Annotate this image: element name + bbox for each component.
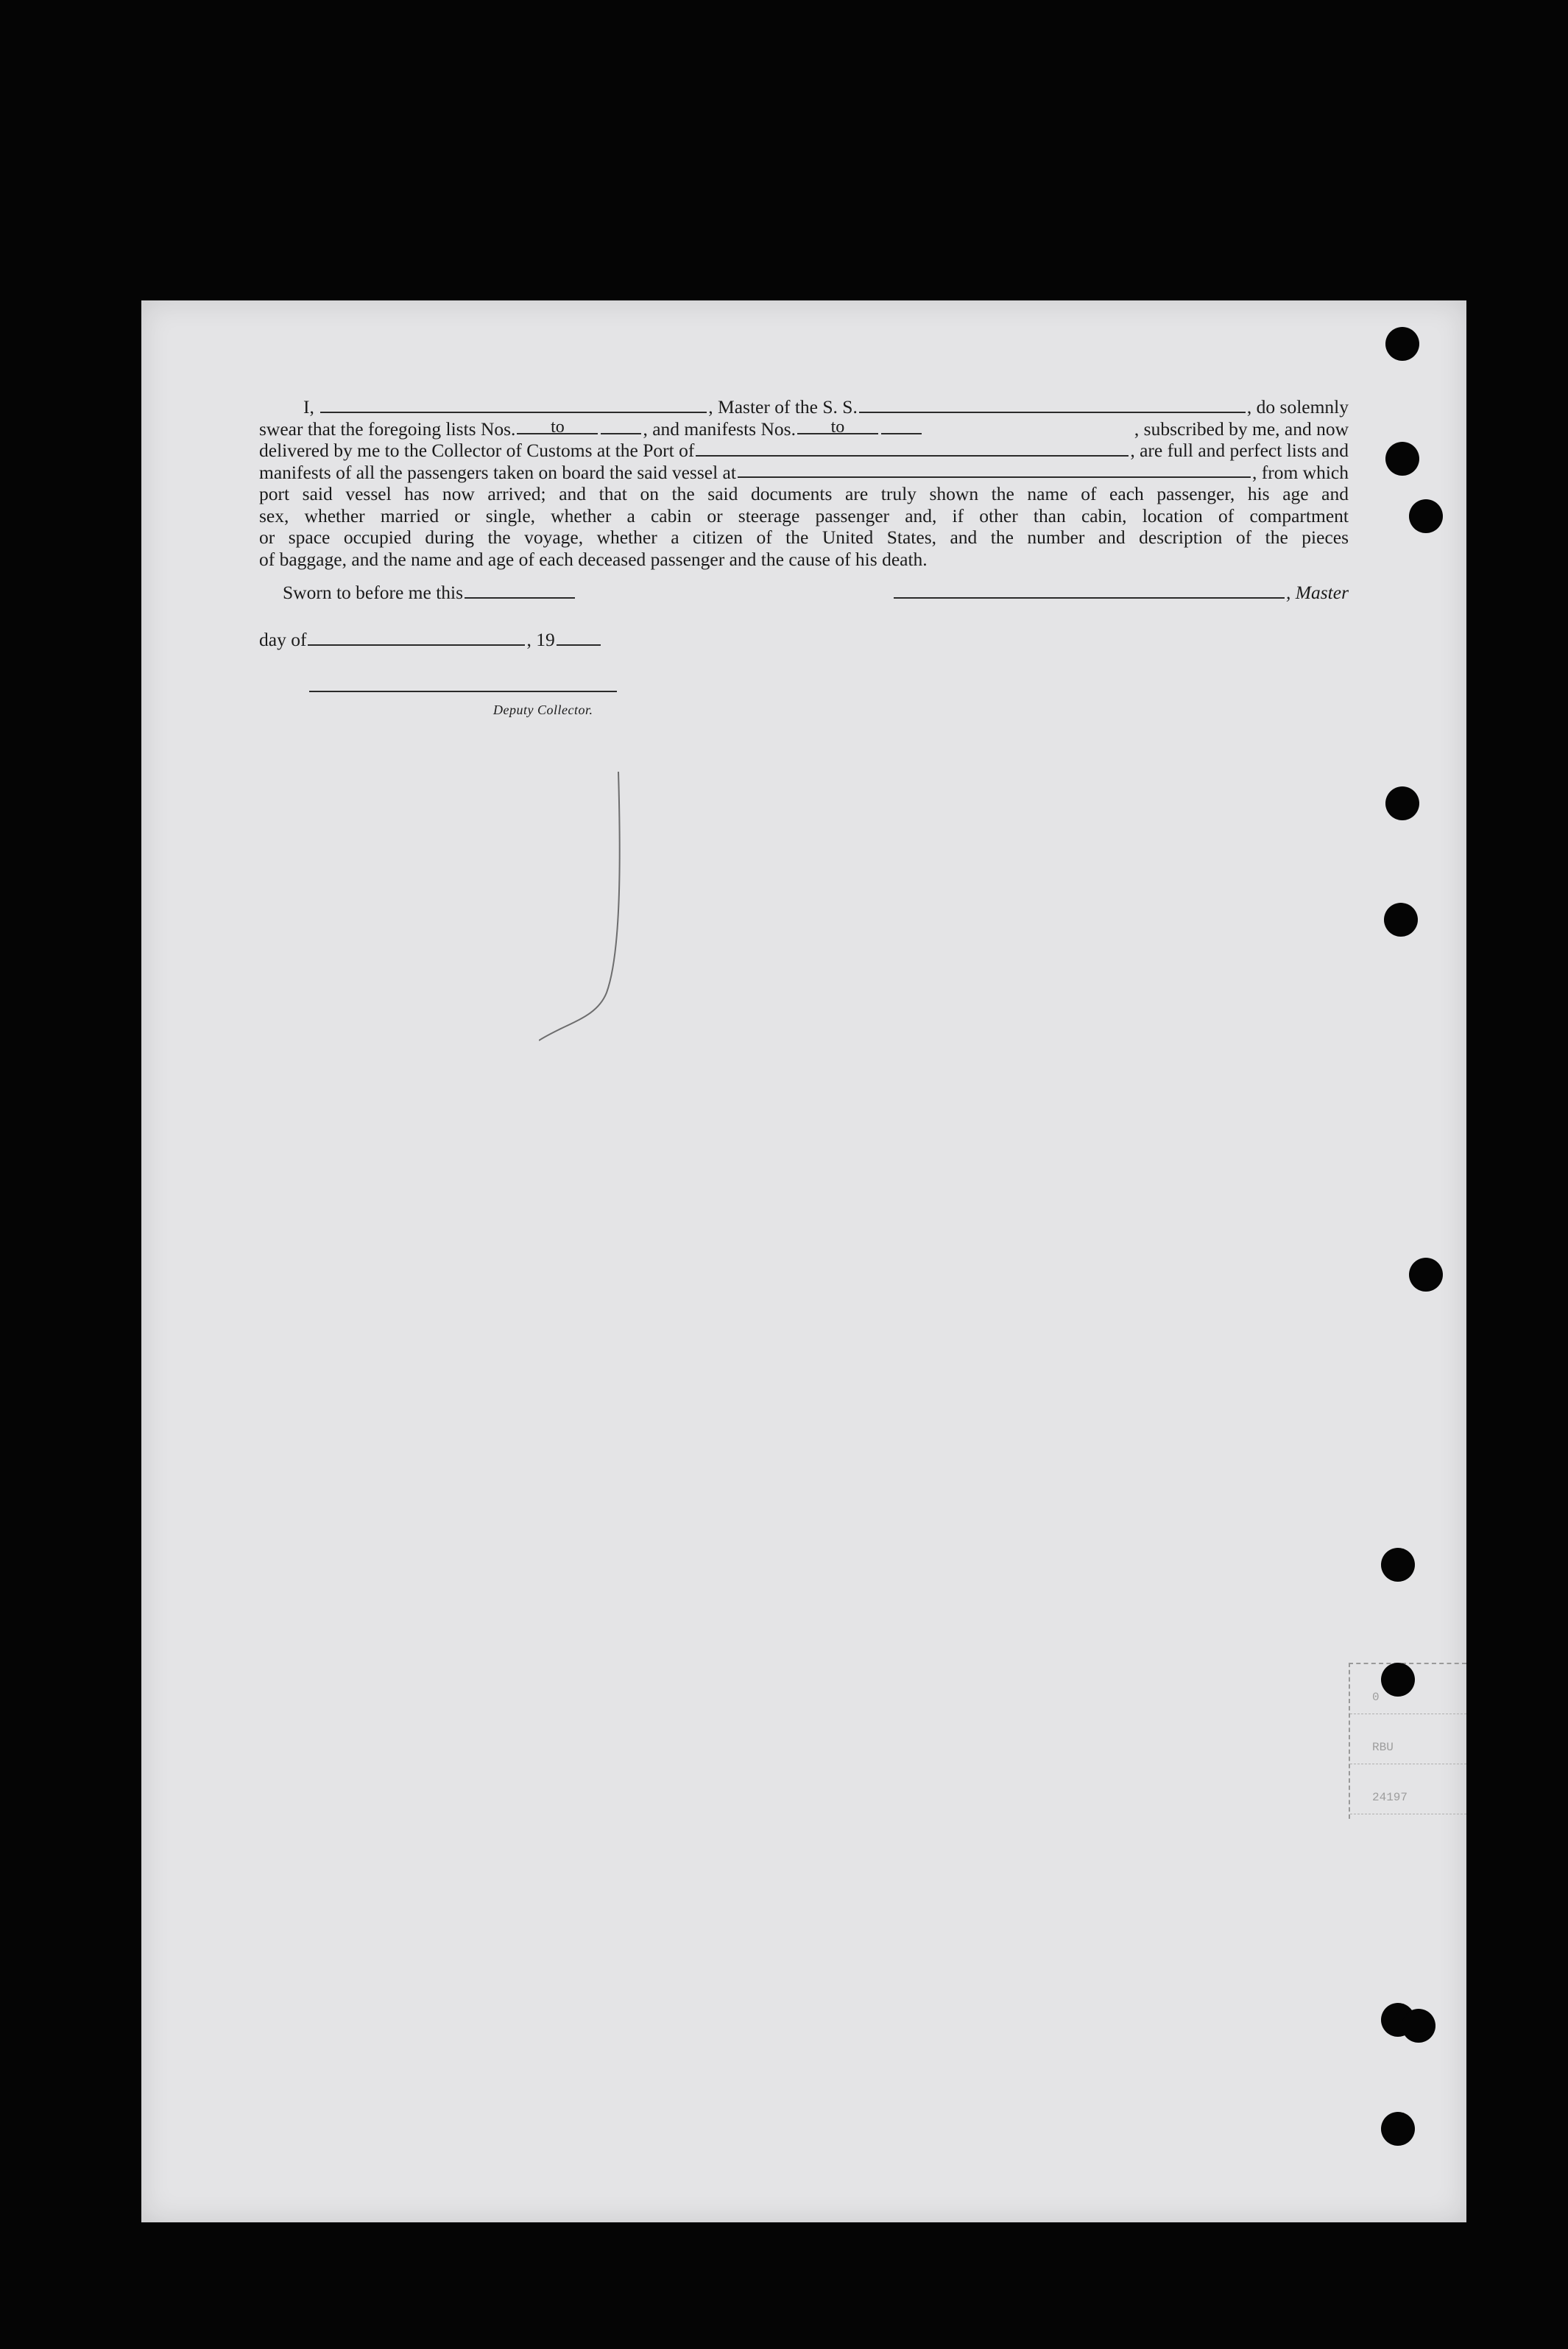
oath-text: delivered by me to the Collector of Customs at the Port of — [259, 440, 695, 461]
oath-text: manifests of all the passengers taken on board the said vessel at — [259, 461, 736, 483]
oath-line-4 — [259, 462, 1349, 484]
oath-line-1 — [259, 396, 1349, 418]
oath-line-2 — [259, 418, 1349, 440]
binder-hole — [1385, 786, 1419, 820]
to-label: to — [551, 417, 565, 437]
stamp-text: 0 — [1350, 1664, 1466, 1714]
binder-hole — [1402, 2009, 1435, 2043]
oath-text: , and manifests Nos. — [643, 418, 796, 440]
to-label: to — [830, 417, 845, 437]
lists-nos-blank[interactable] — [517, 417, 598, 437]
binder-hole — [1381, 1548, 1415, 1582]
sworn-label: Sworn to before me this — [283, 582, 464, 603]
binder-hole — [1385, 327, 1419, 361]
oath-line-6: sex, whether married or single, whether a cabin or steerage passenger and, if other than cabin, location of compartment — [259, 504, 1349, 526]
binder-hole — [1385, 442, 1419, 476]
master-signature-line — [892, 582, 1349, 604]
day-of-label: day of — [259, 629, 307, 650]
boarding-port-blank[interactable] — [738, 476, 1251, 478]
pencil-mark — [539, 772, 627, 1302]
oath-line-5: port said vessel has now arrived; and that on the said documents are truly shown the name of each passenger, his age and — [259, 483, 1349, 504]
master-name-blank[interactable] — [320, 412, 707, 413]
binder-hole — [1409, 1258, 1443, 1292]
oath-text: I, — [303, 396, 319, 418]
year-label: , 19 — [526, 629, 555, 650]
oath-text: swear that the foregoing lists Nos. — [259, 418, 516, 440]
lists-nos-to-blank[interactable] — [601, 433, 641, 434]
oath-line-3 — [259, 440, 1349, 462]
oath-text: , are full and perfect lists and — [1130, 440, 1349, 461]
day-of-line — [259, 629, 602, 651]
manifest-page-back — [141, 300, 1466, 2222]
deputy-collector-caption: Deputy Collector. — [493, 702, 593, 717]
port-blank[interactable] — [696, 455, 1129, 457]
oath-text: , do solemnly — [1246, 396, 1349, 418]
manifests-nos-to-blank[interactable] — [881, 433, 922, 434]
master-label: , Master — [1286, 582, 1349, 603]
sworn-line — [283, 582, 576, 604]
master-signature-blank[interactable] — [894, 597, 1285, 599]
binder-hole — [1409, 499, 1443, 533]
oath-text: , Master of the S. S. — [708, 396, 858, 418]
oath-line-8: of baggage, and the name and age of each deceased passenger and the cause of his death. — [259, 548, 928, 570]
oath-text: , subscribed by me, and now — [1134, 418, 1349, 440]
manifests-nos-blank[interactable] — [797, 417, 878, 437]
deputy-collector-signature-blank[interactable] — [309, 691, 617, 692]
ship-name-blank[interactable] — [859, 412, 1246, 413]
master-oath-paragraph — [259, 396, 1349, 570]
year-blank[interactable] — [557, 644, 601, 646]
binder-hole — [1384, 903, 1418, 937]
binder-hole — [1381, 2112, 1415, 2146]
sworn-date-blank[interactable] — [465, 597, 575, 599]
month-blank[interactable] — [308, 644, 525, 646]
oath-text: , from which — [1251, 461, 1349, 483]
stamp-text: 24197 — [1350, 1764, 1466, 1814]
oath-line-7: or space occupied during the voyage, whether a citizen of the United States, and the number and description of the pieces — [259, 526, 1349, 548]
binder-hole — [1381, 1663, 1415, 1697]
stamp-text: RBU — [1350, 1714, 1466, 1764]
